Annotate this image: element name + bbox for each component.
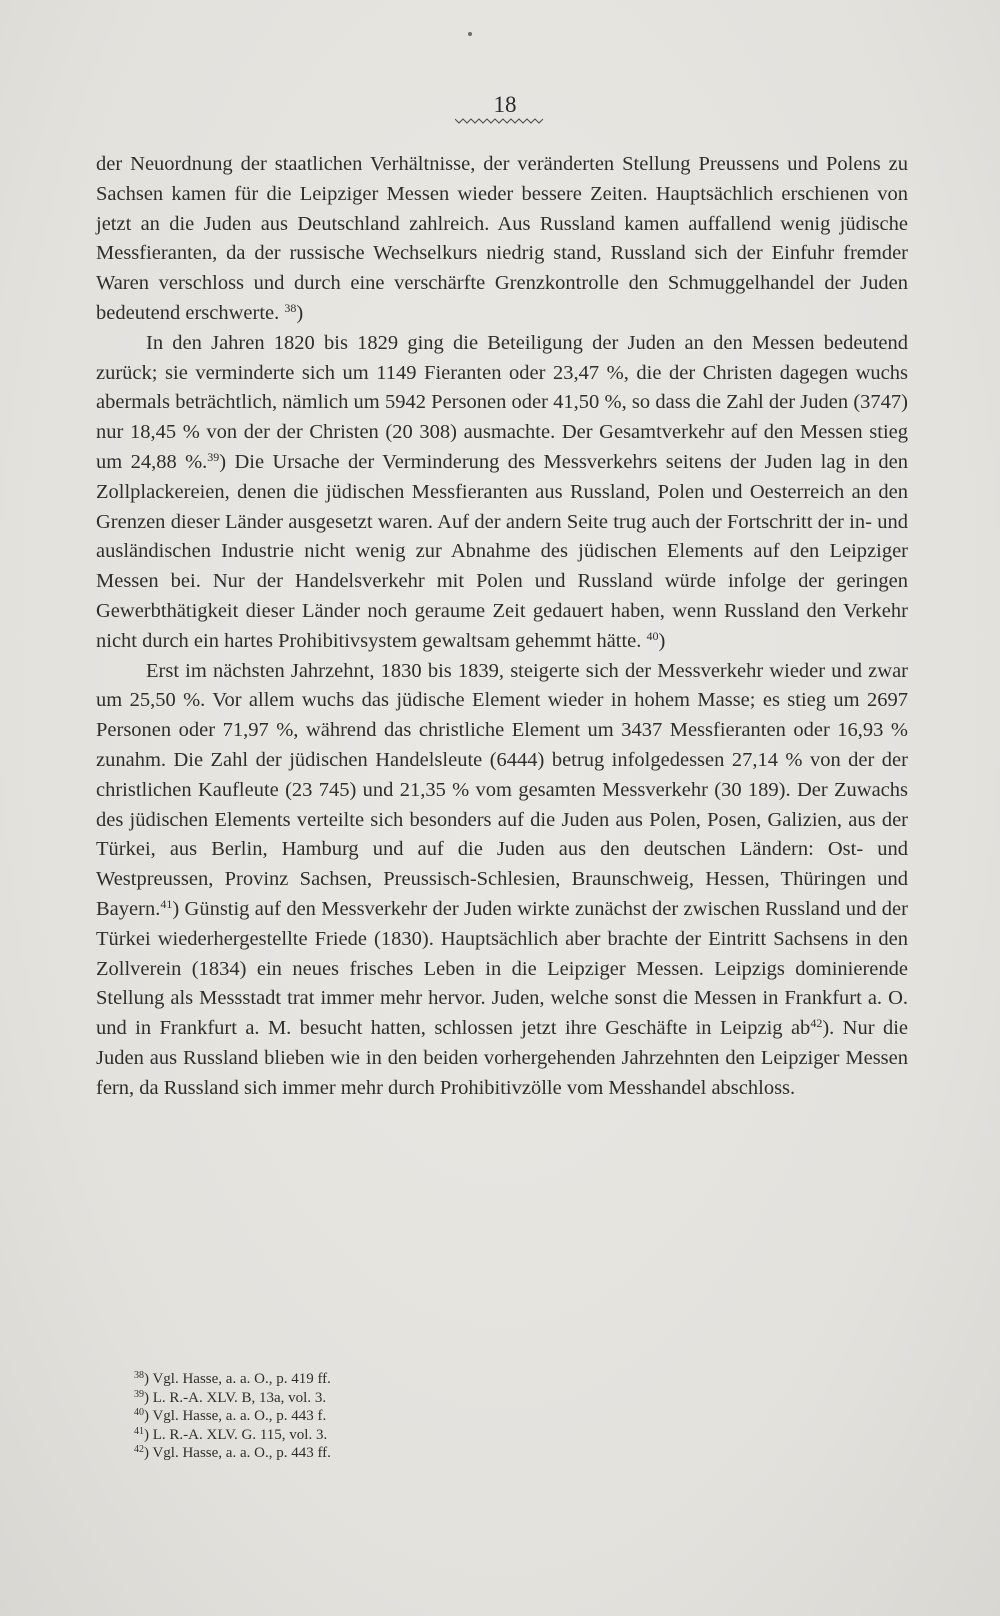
- paragraph: [96, 150, 908, 329]
- text-run: In den Jahren 1820 bis 1829 ging die Beteiligung der Juden an den Messen bedeutend zurück; sie verminderte sich um 1149 Fieranten oder 23,47 %, die der Christen dagegen wuchs abermals beträchtlich, nämlich um 5942 Personen oder 41,50 %, so dass die Zahl der Juden (3747) nur 18,45 % von der der Christen (20 308) ausmachte. Der Gesamtverkehr auf den Messen stieg um 24,88 %.: [96, 331, 908, 473]
- page-number-ornament: [455, 118, 545, 124]
- footnote-mark: 42: [134, 1444, 144, 1456]
- text-run: ). Nur die Juden aus Russland blieben wie in den beiden vorhergehenden Jahrzehnten den Leipziger Messen fern, da Russland sich immer mehr durch Prohibitivzölle vom Messhandel abschloss.: [96, 1017, 908, 1099]
- footnote-reference: 40: [646, 628, 659, 643]
- footnote-text: ) Vgl. Hasse, a. a. O., p. 443 f.: [144, 1408, 327, 1425]
- page-number: 18: [493, 92, 517, 117]
- footnote: [134, 1389, 554, 1408]
- paragraph: [96, 329, 908, 657]
- footnote-text: ) L. R.-A. XLV. G. 115, vol. 3.: [144, 1426, 328, 1443]
- footnote-mark: 39: [134, 1388, 144, 1400]
- footnote-reference: 38: [284, 300, 297, 315]
- footnote-text: ) Vgl. Hasse, a. a. O., p. 443 ff.: [144, 1445, 331, 1462]
- footnote: [134, 1370, 554, 1389]
- footnote-text: ) L. R.-A. XLV. B, 13a, vol. 3.: [144, 1389, 327, 1406]
- footnote-mark: 41: [134, 1425, 144, 1437]
- footnotes: [134, 1370, 554, 1463]
- footnote: [134, 1444, 554, 1463]
- footnote: [134, 1407, 554, 1426]
- footnote-reference: 39: [207, 449, 220, 464]
- footnote-mark: 38: [134, 1370, 144, 1381]
- text-run: ) Die Ursache der Verminderung des Messverkehrs seitens der Juden lag in den Zollplackereien, denen die jüdischen Messfieranten aus Russland, Polen und Oesterreich an den Grenzen dieser Länder ausgesetzt waren. Auf der andern Seite trug auch der Fortschritt der in- und ausländischen Industrie nicht wenig zur Abnahme des jüdischen Elements auf den Leipziger Messen bei. Nur der Handelsverkehr mit Polen und Russland würde infolge der geringen Gewerbthätigkeit dieser Länder noch geraume Zeit gedauert haben, wenn Russland den Verkehr nicht durch ein hartes Prohibitivsystem gewaltsam gehemmt hätte.: [96, 450, 909, 652]
- text-run: ): [296, 301, 304, 324]
- footnote-reference: 41: [160, 896, 173, 911]
- footnote-mark: 40: [134, 1407, 144, 1419]
- paragraph: [96, 657, 908, 1104]
- body-text: [96, 150, 908, 1104]
- text-run: Erst im nächsten Jahrzehnt, 1830 bis 1839, steigerte sich der Messverkehr wieder und zwar um 25,50 %. Vor allem wuchs das jüdische Element wieder in hohem Masse; es stieg um 2697 Personen oder 71,97 %, während das christliche Element um 3437 Messfieranten oder 16,93 % zunahm. Die Zahl der jüdischen Handelsleute (6444) betrug infolgedessen 27,14 % von der der christlichen Kaufleute (23 745) und 21,35 % vom gesamten Messverkehr (30 189). Der Zuwachs des jüdischen Elements verteilte sich besonders auf die Juden aus Polen, Posen, Galizien, aus der Türkei, aus Berlin, Hamburg und auf die Juden aus den deutschen Ländern: Ost- und Westpreussen, Provinz Sachsen, Preussisch-Schlesien, Braunschweig, Hessen, Thüringen und Bayern.: [96, 659, 908, 920]
- footnote-reference: 42: [810, 1016, 823, 1031]
- print-speck: [468, 32, 472, 36]
- footnote: [134, 1426, 554, 1445]
- text-run: ) Günstig auf den Messverkehr der Juden wirkte zunächst der zwischen Russland und der Türkei wiederhergestellte Friede (1830). Hauptsächlich aber brachte der Eintritt Sachsens in den Zollverein (1834) ein neues frisches Leben in die Leipziger Messen. Leipzigs dominierende Stellung als Messstadt trat immer mehr hervor. Juden, welche sonst die Messen in Frankfurt a. O. und in Frankfurt a. M. besucht hatten, schlossen jetzt ihre Geschäfte in Leipzig ab: [96, 897, 908, 1040]
- footnote-text: ) Vgl. Hasse, a. a. O., p. 419 ff.: [144, 1371, 331, 1387]
- text-run: der Neuordnung der staatlichen Verhältnisse, der veränderten Stellung Preussens und Polens zu Sachsen kamen für die Leipziger Messen wieder bessere Zeiten. Hauptsächlich erschienen von jetzt an die Juden aus Deutschland zahlreich. Aus Russland kamen auffallend wenig jüdische Messfieranten, da der russische Wechselkurs niedrig stand, Russland sich der Einfuhr fremder Waren verschloss und durch eine verschärfte Grenzkontrolle den Schmuggelhandel der Juden bedeutend erschwerte.: [96, 153, 908, 324]
- text-run: ): [658, 629, 666, 652]
